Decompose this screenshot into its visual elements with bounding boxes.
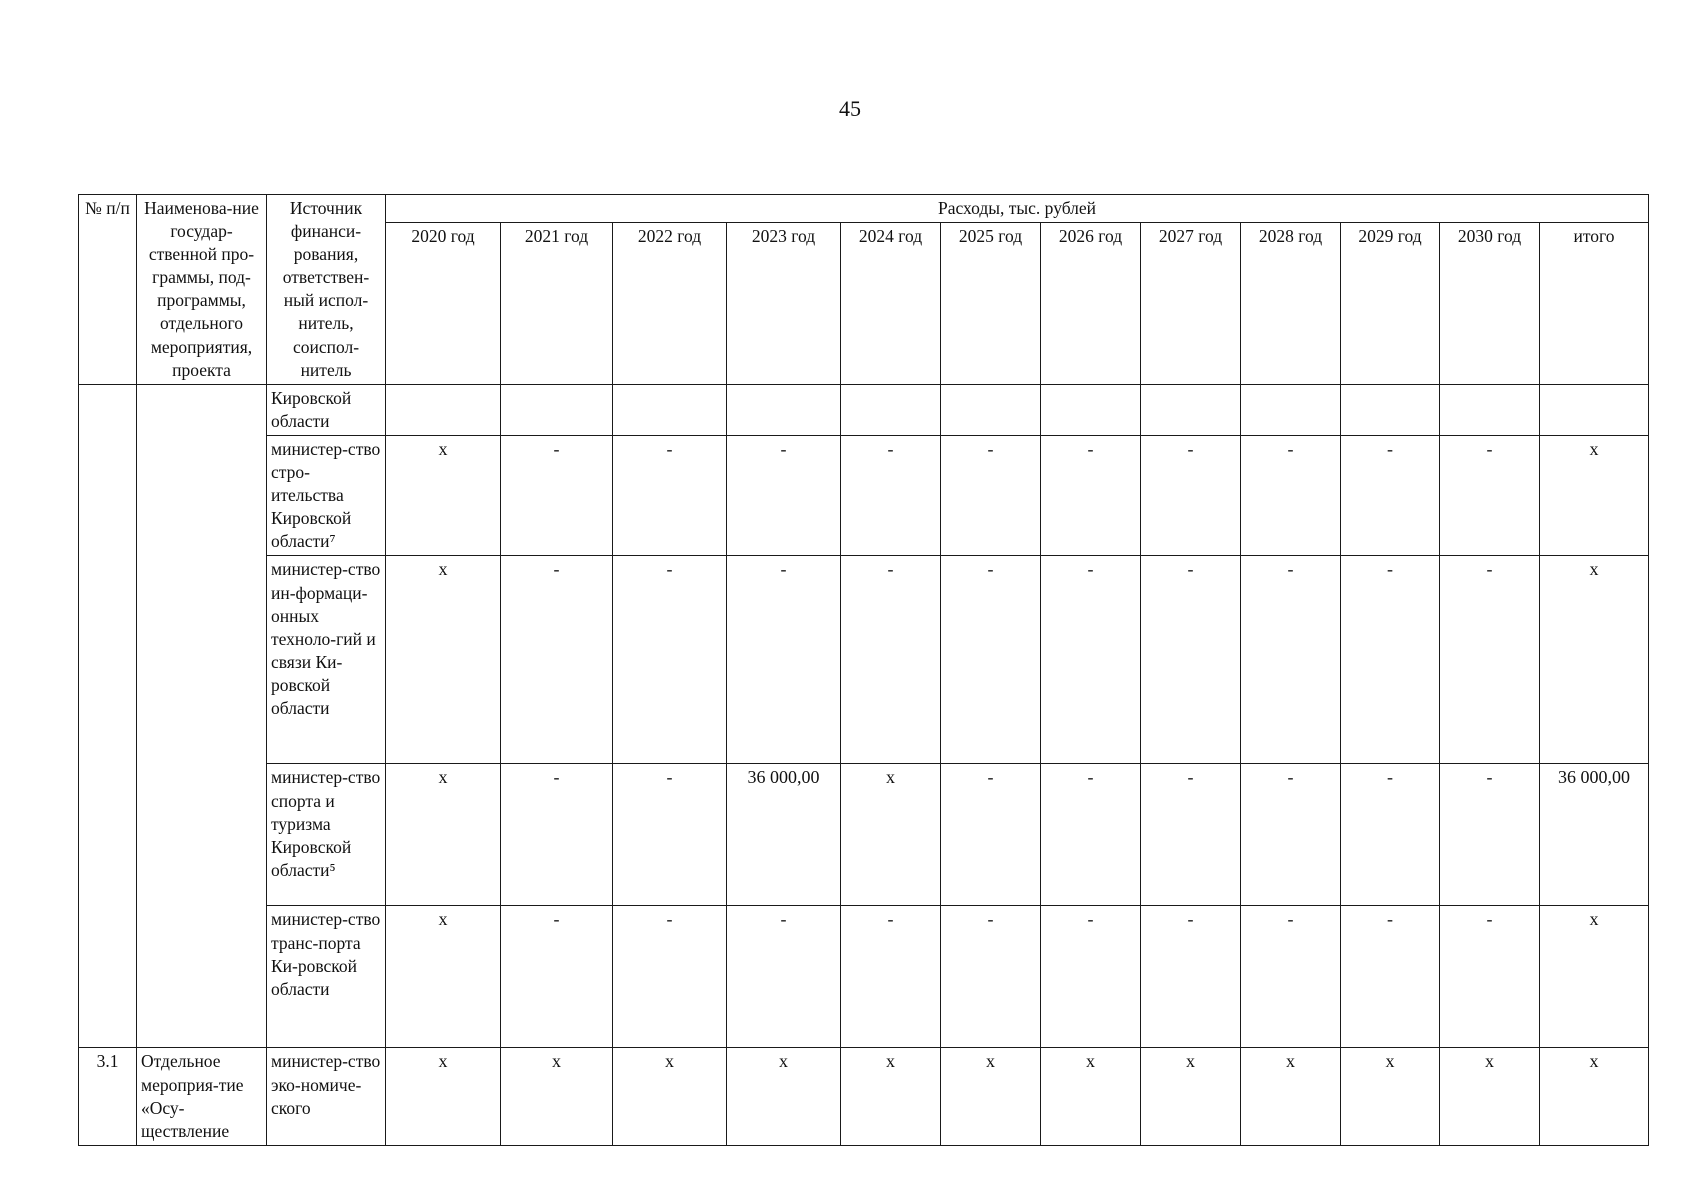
value-cell: -: [941, 906, 1041, 1048]
header-source: Источник финанси-рования, ответствен-ный испол-нитель, соиспол-нитель: [267, 195, 386, 385]
header-year: 2026 год: [1041, 223, 1141, 384]
value-cell: [386, 384, 501, 435]
value-cell: -: [1440, 906, 1540, 1048]
value-cell: [1041, 384, 1141, 435]
table-row: [79, 435, 1649, 555]
value-cell: х: [386, 556, 501, 764]
header-year: 2028 год: [1241, 223, 1341, 384]
value-cell: [941, 384, 1041, 435]
header-expenses-group: Расходы, тыс. рублей: [386, 195, 1649, 223]
value-cell: х: [1341, 1048, 1440, 1145]
value-cell: [613, 384, 727, 435]
value-cell: х: [386, 1048, 501, 1145]
value-cell: -: [613, 764, 727, 906]
value-cell: -: [1241, 906, 1341, 1048]
page-number: 45: [839, 96, 861, 121]
value-cell: -: [501, 764, 613, 906]
value-cell: х: [386, 435, 501, 555]
value-cell: -: [841, 906, 941, 1048]
header-year: 2024 год: [841, 223, 941, 384]
table-body: [79, 384, 1649, 1145]
value-cell: х: [1440, 1048, 1540, 1145]
table-row: [79, 1048, 1649, 1145]
value-cell: -: [1041, 556, 1141, 764]
value-cell: -: [727, 556, 841, 764]
row-id-merged: [79, 384, 137, 1048]
header-year: 2023 год: [727, 223, 841, 384]
value-cell: х: [1041, 1048, 1141, 1145]
value-cell: [1440, 384, 1540, 435]
value-cell: х: [1241, 1048, 1341, 1145]
value-cell: -: [501, 435, 613, 555]
value-cell: -: [1341, 764, 1440, 906]
value-cell: -: [1241, 556, 1341, 764]
header-year: 2021 год: [501, 223, 613, 384]
value-cell: -: [841, 435, 941, 555]
total-cell: х: [1540, 1048, 1649, 1145]
value-cell: -: [1241, 435, 1341, 555]
value-cell: х: [841, 1048, 941, 1145]
value-cell: [1241, 384, 1341, 435]
budget-table: [78, 194, 1649, 1146]
value-cell: -: [1041, 435, 1141, 555]
header-year: 2025 год: [941, 223, 1041, 384]
header-year: 2029 год: [1341, 223, 1440, 384]
value-cell: [1341, 384, 1440, 435]
header-name: Наименова-ние государ-ственной про-граммы, под-программы, отдельного мероприятия, проекта: [137, 195, 267, 385]
value-cell: -: [1341, 556, 1440, 764]
total-cell: 36 000,00: [1540, 764, 1649, 906]
value-cell: -: [1041, 764, 1141, 906]
header-year: 2030 год: [1440, 223, 1540, 384]
table-row: [79, 764, 1649, 906]
total-cell: [1540, 384, 1649, 435]
row-source: министер-ство эко-номиче-ского: [267, 1048, 386, 1145]
value-cell: -: [613, 435, 727, 555]
value-cell: -: [1141, 906, 1241, 1048]
value-cell: -: [1141, 435, 1241, 555]
row-name-merged: [137, 384, 267, 1048]
value-cell: х: [941, 1048, 1041, 1145]
value-cell: х: [613, 1048, 727, 1145]
value-cell: [841, 384, 941, 435]
value-cell: [727, 384, 841, 435]
value-cell: -: [1341, 435, 1440, 555]
value-cell: -: [1141, 764, 1241, 906]
value-cell: -: [613, 906, 727, 1048]
value-cell: -: [501, 556, 613, 764]
row-source: министер-ство транс-порта Ки-ровской области: [267, 906, 386, 1048]
value-cell: х: [841, 764, 941, 906]
value-cell: х: [1141, 1048, 1241, 1145]
table-row: [79, 384, 1649, 435]
value-cell: -: [841, 556, 941, 764]
row-name: Отдельное мероприя-тие «Осу-ществление: [137, 1048, 267, 1145]
header-year: 2022 год: [613, 223, 727, 384]
table-row: [79, 906, 1649, 1048]
table-header: [79, 195, 1649, 385]
value-cell: -: [1341, 906, 1440, 1048]
table-row: [79, 556, 1649, 764]
total-cell: х: [1540, 906, 1649, 1048]
value-cell: -: [1440, 556, 1540, 764]
value-cell: х: [501, 1048, 613, 1145]
total-cell: х: [1540, 556, 1649, 764]
value-cell: -: [941, 764, 1041, 906]
value-cell: -: [727, 906, 841, 1048]
header-year: 2020 год: [386, 223, 501, 384]
row-source: министер-ство спорта и туризма Кировской области⁵: [267, 764, 386, 906]
row-source: министер-ство стро-ительства Кировской области⁷: [267, 435, 386, 555]
value-cell: -: [501, 906, 613, 1048]
value-cell: -: [941, 556, 1041, 764]
header-year: 2027 год: [1141, 223, 1241, 384]
value-cell: х: [386, 764, 501, 906]
header-num: № п/п: [79, 195, 137, 385]
row-source: министер-ство ин-формаци-онных техноло-гий и связи Ки-ровской области: [267, 556, 386, 764]
value-cell: -: [727, 435, 841, 555]
header-total: итого: [1540, 223, 1649, 384]
value-cell: -: [1440, 764, 1540, 906]
total-cell: х: [1540, 435, 1649, 555]
value-cell: -: [941, 435, 1041, 555]
value-cell: х: [386, 906, 501, 1048]
value-cell: -: [1440, 435, 1540, 555]
row-source: Кировской области: [267, 384, 386, 435]
row-id: 3.1: [79, 1048, 137, 1145]
value-cell: [1141, 384, 1241, 435]
value-cell: -: [1141, 556, 1241, 764]
value-cell: -: [1241, 764, 1341, 906]
value-cell: х: [727, 1048, 841, 1145]
value-cell: 36 000,00: [727, 764, 841, 906]
value-cell: [501, 384, 613, 435]
value-cell: -: [613, 556, 727, 764]
value-cell: -: [1041, 906, 1141, 1048]
